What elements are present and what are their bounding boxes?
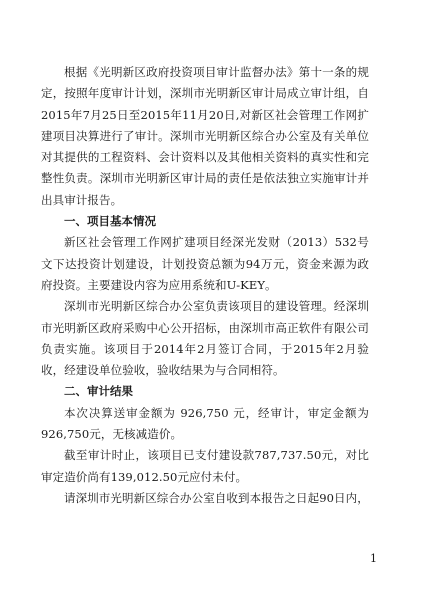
intro-paragraph: 根据《光明新区政府投资项目审计监督办法》第十一条的规定，按照年度审计计划，深圳市光明新区审计局成立审计组，自2015年7月25日至2015年11月20日,对新区社会管理工作网扩建项目决算进行了审计。深圳市光明新区综合办公室及有关单位对其提供的工程资料、会计资料以及其他相关资料的真实性和完整性负责。深圳市光明新区审计局的责任是依法独立实施审计并出具审计报告。: [41, 65, 369, 207]
document-body: [41, 62, 369, 509]
project-info-paragraph: 新区社会管理工作网扩建项目经深光发财（2013）532号文下达投资计划建设，计划投资总额为94万元，资金来源为政府投资。主要建设内容为应用系统和U-KEY。: [41, 235, 369, 292]
management-paragraph: 深圳市光明新区综合办公室负责该项目的建设管理。经深圳市光明新区政府采购中心公开招标，由深圳市高正软件有限公司负责实施。该项目于2014年2月签订合同，于2015年2月验收，经建设单位验收，验收结果为与合同相符。: [41, 299, 369, 378]
request-paragraph: 请深圳市光明新区综合办公室自收到本报告之日起90日内，: [64, 490, 369, 505]
audit-amount-paragraph: 本次决算送审金额为 926,750 元，经审计，审定金额为926,750元，无核减造价。: [41, 405, 369, 442]
section-heading-project-info: 一、项目基本情况: [64, 214, 156, 229]
section-heading-audit-results: 二、审计结果: [64, 384, 133, 399]
payment-status-paragraph: 截至审计时止，该项目已支付建设款787,737.50元，对比审定造价尚有139,012.50元应付未付。: [41, 448, 369, 484]
page-number: 1: [370, 552, 377, 565]
